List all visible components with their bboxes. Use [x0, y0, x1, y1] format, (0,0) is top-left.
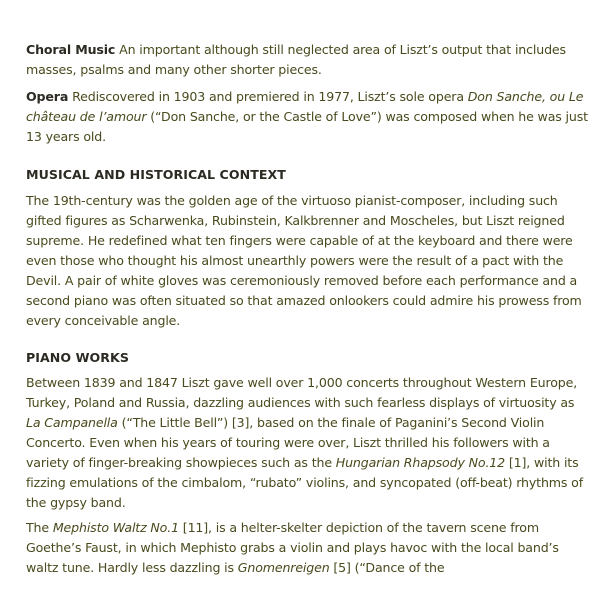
- gnomenreigen-title: Gnomenreigen: [237, 560, 330, 575]
- opera-text-1: Rediscovered in 1903 and premiered in 1977, Liszt’s sole opera: [68, 89, 468, 104]
- piano-p1-text-b: (“The Little Bell”) [3], based on the finale of Paganini’s Second Violin Concerto. Even when his years of touring were over, Liszt thrilled his followers with a variety of finger-breaking showpieces such as the: [26, 415, 550, 470]
- piano-works-paragraph-2: [26, 518, 588, 578]
- context-paragraph: The 19th-century was the golden age of the virtuoso pianist-composer, including such gifted figures as Scharwenka, Rubinstein, Kalkbrenner and Moscheles, but Liszt reigned supreme. He redefined what ten fingers were capable of at the keyboard and there were even those who thought his almost unearthly powers were the result of a pact with the Devil. A pair of white gloves was ceremoniously removed before each performance and a second piano was often situated so that amazed onlookers could admire his prowess from every conceivable angle.: [26, 193, 582, 328]
- piano-works-heading: PIANO WORKS: [26, 350, 129, 365]
- piano-works-paragraph-1: [26, 373, 588, 513]
- piano-p1-text-c: [1], with its fizzing emulations of the cimbalom, “rubato” violins, and syncopated (off-beat) rhythms of the gypsy band.: [26, 455, 584, 510]
- mephisto-waltz-title: Mephisto Waltz No.1: [52, 520, 179, 535]
- hungarian-rhapsody-title: Hungarian Rhapsody No.12: [335, 455, 506, 470]
- opera-title: Don Sanche, ou Le château de l’amour: [26, 89, 584, 124]
- piano-p1-text-a: Between 1839 and 1847 Liszt gave well over 1,000 concerts throughout Western Europe, Turkey, Poland and Russia, dazzling audiences with such fearless displays of virtuosity as: [26, 375, 578, 410]
- context-heading: MUSICAL AND HISTORICAL CONTEXT: [26, 167, 286, 182]
- opera-term: Opera: [26, 89, 69, 104]
- opera-paragraph: [26, 87, 588, 147]
- piano-p2-text-a: The: [26, 520, 53, 535]
- la-campanella-title: La Campanella: [26, 415, 118, 430]
- choral-music-text: An important although still neglected area of Liszt’s output that includes masses, psalms and many other shorter pieces.: [26, 42, 566, 77]
- opera-text-2: (“Don Sanche, or the Castle of Love”) was composed when he was just 13 years old.: [26, 109, 588, 144]
- choral-music-paragraph: [26, 40, 588, 80]
- piano-p2-text-b: [11], is a helter-skelter depiction of the tavern scene from Goethe’s Faust, in which Mephisto grabs a violin and plays havoc with the local band’s waltz tune. Hardly less dazzling is: [26, 520, 559, 575]
- piano-p2-text-c: [5] (“Dance of the: [329, 560, 445, 575]
- choral-music-term: Choral Music: [26, 42, 116, 57]
